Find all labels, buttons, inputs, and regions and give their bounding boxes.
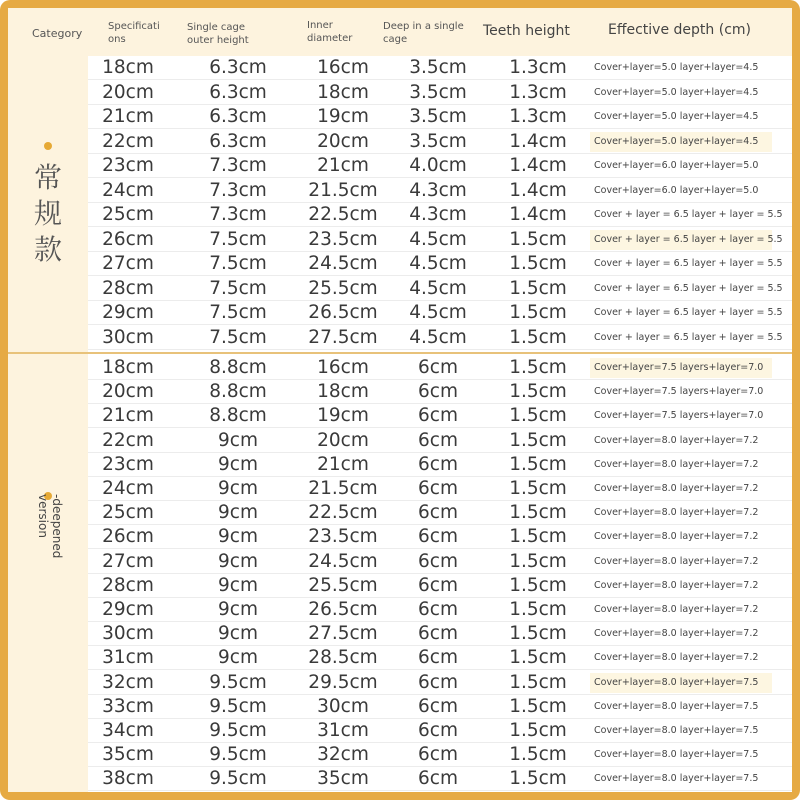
cell-effective-depth: Cover+layer=5.0 layer+layer=4.5: [594, 62, 759, 73]
cell-effective-depth: Cover+layer=8.0 layer+layer=7.5: [594, 725, 759, 736]
cell-spec: 30cm: [102, 623, 154, 645]
cell-teeth: 1.5cm: [509, 502, 567, 524]
table-row: [88, 228, 792, 252]
cell-spec: 23cm: [102, 155, 154, 176]
cell-spec: 30cm: [102, 326, 154, 348]
cell-teeth: 1.5cm: [509, 326, 567, 348]
cell-teeth: 1.3cm: [509, 57, 567, 78]
cell-deep: 6cm: [418, 478, 458, 499]
cell-effective-depth: Cover+layer=8.0 layer+layer=7.2: [594, 579, 759, 591]
cell-effective-depth: Cover+layer=6.0 layer+layer=5.0: [594, 160, 759, 171]
cell-outer: 7.3cm: [209, 204, 267, 225]
header-outer-height: Single cage outer height: [187, 22, 249, 46]
header-specifications: Specificati ons: [108, 21, 160, 45]
table-body: [8, 56, 792, 792]
cell-effective-depth: Cover+layer=8.0 layer+layer=7.2: [594, 434, 759, 446]
cell-deep: 6cm: [418, 550, 458, 572]
table-row: [88, 525, 792, 549]
cell-teeth: 1.5cm: [509, 228, 567, 250]
cell-deep: 6cm: [418, 502, 458, 524]
cell-outer: 7.5cm: [209, 253, 267, 274]
cell-outer: 9cm: [218, 623, 258, 645]
cell-effective-depth: Cover+layer=8.0 layer+layer=7.2: [594, 652, 759, 664]
cell-spec: 33cm: [102, 695, 154, 717]
cell-deep: 6cm: [418, 381, 458, 403]
cell-inner: 26.5cm: [308, 599, 378, 620]
cell-deep: 6cm: [418, 720, 458, 741]
cell-inner: 23.5cm: [308, 228, 378, 250]
cell-outer: 9cm: [218, 526, 258, 548]
cell-outer: 9cm: [218, 429, 258, 451]
table-row: [88, 56, 792, 80]
cell-inner: 16cm: [317, 57, 369, 78]
deepened-category-label: -deepened version: [36, 494, 64, 559]
table-row: [88, 252, 792, 276]
cell-outer: 9cm: [218, 478, 258, 499]
cell-inner: 21.5cm: [308, 478, 378, 499]
cell-outer: 9.5cm: [209, 744, 267, 766]
cell-spec: 25cm: [102, 204, 154, 225]
cell-teeth: 1.5cm: [509, 453, 567, 475]
cell-outer: 9cm: [218, 453, 258, 475]
cell-effective-depth: Cover+layer=5.0 layer+layer=4.5: [594, 86, 759, 98]
cell-deep: 6cm: [418, 357, 458, 378]
cell-effective-depth: Cover+layer=5.0 layer+layer=4.5: [590, 132, 772, 152]
cell-spec: 29cm: [102, 302, 154, 323]
cell-deep: 3.5cm: [409, 81, 467, 103]
cell-spec: 21cm: [102, 405, 154, 427]
cell-outer: 9.5cm: [209, 720, 267, 741]
cell-inner: 24.5cm: [308, 253, 378, 274]
cell-inner: 22.5cm: [308, 502, 378, 524]
cell-teeth: 1.5cm: [509, 277, 567, 299]
header-teeth-height: Teeth height: [483, 23, 570, 39]
cell-inner: 21cm: [317, 453, 369, 475]
cell-spec: 28cm: [102, 574, 154, 596]
cell-outer: 7.3cm: [209, 179, 267, 201]
cell-inner: 20cm: [317, 130, 369, 152]
cell-deep: 6cm: [418, 647, 458, 669]
cell-effective-depth: Cover + layer = 6.5 layer + layer = 5.5: [594, 209, 783, 220]
table-row: [88, 404, 792, 428]
cell-spec: 29cm: [102, 599, 154, 620]
table-row: [88, 356, 792, 380]
cell-deep: 3.5cm: [409, 130, 467, 152]
table-row: [88, 130, 792, 154]
cell-spec: 20cm: [102, 381, 154, 403]
cell-deep: 6cm: [418, 671, 458, 693]
cell-outer: 9.5cm: [209, 768, 267, 790]
cell-spec: 27cm: [102, 550, 154, 572]
table-row: [88, 380, 792, 404]
cell-effective-depth: Cover+layer=8.0 layer+layer=7.2: [594, 555, 759, 567]
table-header: [8, 8, 792, 56]
cell-spec: 28cm: [102, 277, 154, 299]
cell-teeth: 1.5cm: [509, 574, 567, 596]
cell-spec: 23cm: [102, 453, 154, 475]
cell-deep: 6cm: [418, 574, 458, 596]
cell-teeth: 1.5cm: [509, 302, 567, 323]
cell-spec: 24cm: [102, 478, 154, 499]
cell-effective-depth: Cover+layer=8.0 layer+layer=7.5: [594, 749, 759, 761]
cell-deep: 6cm: [418, 526, 458, 548]
cell-inner: 30cm: [317, 695, 369, 717]
table-row: [88, 743, 792, 767]
cell-spec: 35cm: [102, 744, 154, 766]
cell-effective-depth: Cover+layer=8.0 layer+layer=7.2: [594, 483, 759, 494]
cell-spec: 26cm: [102, 228, 154, 250]
cell-teeth: 1.5cm: [509, 599, 567, 620]
cell-effective-depth: Cover + layer = 6.5 layer + layer = 5.5: [594, 331, 783, 343]
cell-inner: 16cm: [317, 357, 369, 378]
cell-deep: 4.3cm: [409, 204, 467, 225]
cell-outer: 8.8cm: [209, 357, 267, 378]
cell-teeth: 1.4cm: [509, 179, 567, 201]
cell-effective-depth: Cover + layer = 6.5 layer + layer = 5.5: [594, 282, 783, 294]
cell-outer: 7.5cm: [209, 277, 267, 299]
cell-inner: 29.5cm: [308, 671, 378, 693]
cell-deep: 4.3cm: [409, 179, 467, 201]
cell-inner: 25.5cm: [308, 574, 378, 596]
cell-spec: 31cm: [102, 647, 154, 669]
cell-effective-depth: Cover+layer=5.0 layer+layer=4.5: [594, 111, 759, 122]
regular-category-label: 常 规 款: [34, 161, 63, 266]
cell-inner: 24.5cm: [308, 550, 378, 572]
cell-inner: 27.5cm: [308, 326, 378, 348]
cell-teeth: 1.5cm: [509, 695, 567, 717]
table-row: [88, 179, 792, 203]
cell-teeth: 1.5cm: [509, 381, 567, 403]
cell-inner: 32cm: [317, 744, 369, 766]
cell-deep: 4.5cm: [409, 302, 467, 323]
cell-teeth: 1.5cm: [509, 405, 567, 427]
cell-outer: 6.3cm: [209, 106, 267, 127]
cell-outer: 9.5cm: [209, 671, 267, 693]
group-separator: [8, 352, 792, 354]
cell-effective-depth: Cover+layer=8.0 layer+layer=7.5: [594, 700, 759, 712]
table-row: [88, 277, 792, 301]
cell-effective-depth: Cover+layer=8.0 layer+layer=7.2: [594, 458, 759, 470]
row-divider: [88, 349, 792, 350]
cell-teeth: 1.4cm: [509, 155, 567, 176]
cell-teeth: 1.4cm: [509, 204, 567, 225]
cell-teeth: 1.5cm: [509, 768, 567, 790]
cell-inner: 18cm: [317, 81, 369, 103]
cell-effective-depth: Cover+layer=8.0 layer+layer=7.2: [594, 531, 759, 543]
cell-teeth: 1.3cm: [509, 106, 567, 127]
cell-teeth: 1.5cm: [509, 550, 567, 572]
cell-deep: 4.5cm: [409, 228, 467, 250]
cell-inner: 26.5cm: [308, 302, 378, 323]
category-column-deepened: [8, 354, 88, 792]
table-row: [88, 646, 792, 670]
cell-outer: 6.3cm: [209, 130, 267, 152]
table-row: [88, 453, 792, 477]
table-row: [88, 105, 792, 129]
cell-spec: 18cm: [102, 357, 154, 378]
table-row: [88, 767, 792, 791]
table-row: [88, 477, 792, 501]
table-row: [88, 154, 792, 178]
cell-teeth: 1.5cm: [509, 671, 567, 693]
cell-deep: 6cm: [418, 453, 458, 475]
cell-effective-depth: Cover+layer=6.0 layer+layer=5.0: [594, 184, 759, 196]
cell-effective-depth: Cover+layer=8.0 layer+layer=7.5: [590, 673, 772, 693]
cell-deep: 6cm: [418, 623, 458, 645]
cell-deep: 3.5cm: [409, 57, 467, 78]
cell-effective-depth: Cover+layer=8.0 layer+layer=7.2: [594, 507, 759, 519]
cell-outer: 9cm: [218, 502, 258, 524]
cell-deep: 6cm: [418, 599, 458, 620]
cell-spec: 20cm: [102, 81, 154, 103]
cell-teeth: 1.5cm: [509, 478, 567, 499]
cell-spec: 22cm: [102, 429, 154, 451]
cell-effective-depth: Cover+layer=7.5 layers+layer=7.0: [594, 386, 764, 398]
cell-inner: 23.5cm: [308, 526, 378, 548]
cell-deep: 6cm: [418, 429, 458, 451]
cell-spec: 25cm: [102, 502, 154, 524]
cell-spec: 26cm: [102, 526, 154, 548]
cell-teeth: 1.5cm: [509, 623, 567, 645]
cell-outer: 6.3cm: [209, 81, 267, 103]
table-row: [88, 719, 792, 743]
cell-effective-depth: Cover + layer = 6.5 layer + layer = 5.5: [590, 230, 772, 250]
cell-inner: 35cm: [317, 768, 369, 790]
cell-teeth: 1.5cm: [509, 357, 567, 378]
cell-inner: 28.5cm: [308, 647, 378, 669]
table-row: [88, 574, 792, 598]
cell-teeth: 1.5cm: [509, 720, 567, 741]
cell-deep: 4.5cm: [409, 253, 467, 274]
cell-spec: 32cm: [102, 671, 154, 693]
cell-outer: 6.3cm: [209, 57, 267, 78]
cell-effective-depth: Cover + layer = 6.5 layer + layer = 5.5: [594, 307, 783, 318]
table-row: [88, 203, 792, 227]
cell-inner: 20cm: [317, 429, 369, 451]
cell-teeth: 1.5cm: [509, 253, 567, 274]
table-row: [88, 622, 792, 646]
cell-teeth: 1.5cm: [509, 526, 567, 548]
header-effective-depth: Effective depth (cm): [608, 22, 751, 38]
cell-outer: 8.8cm: [209, 405, 267, 427]
header-category: Category: [32, 27, 83, 40]
table-row: [88, 81, 792, 105]
cell-outer: 7.3cm: [209, 155, 267, 176]
table-row: [88, 695, 792, 719]
cell-outer: 8.8cm: [209, 381, 267, 403]
cell-teeth: 1.5cm: [509, 647, 567, 669]
cell-inner: 31cm: [317, 720, 369, 741]
cell-inner: 18cm: [317, 381, 369, 403]
row-divider: [88, 790, 792, 791]
cell-effective-depth: Cover+layer=7.5 layers+layer=7.0: [594, 410, 764, 422]
cell-deep: 6cm: [418, 744, 458, 766]
header-inner-diameter: Inner diameter: [307, 20, 353, 44]
cell-deep: 4.5cm: [409, 277, 467, 299]
cell-outer: 7.5cm: [209, 228, 267, 250]
table-row: [88, 326, 792, 350]
cell-inner: 19cm: [317, 405, 369, 427]
table-row: [88, 429, 792, 453]
cell-inner: 22.5cm: [308, 204, 378, 225]
cell-spec: 27cm: [102, 253, 154, 274]
cell-outer: 7.5cm: [209, 302, 267, 323]
cell-spec: 22cm: [102, 130, 154, 152]
cell-spec: 34cm: [102, 720, 154, 741]
cell-outer: 9cm: [218, 647, 258, 669]
cell-spec: 18cm: [102, 57, 154, 78]
cell-outer: 7.5cm: [209, 326, 267, 348]
regular-dot-icon: [44, 142, 52, 150]
cell-effective-depth: Cover + layer = 6.5 layer + layer = 5.5: [594, 258, 783, 269]
cell-spec: 24cm: [102, 179, 154, 201]
cell-teeth: 1.4cm: [509, 130, 567, 152]
cell-inner: 21.5cm: [308, 179, 378, 201]
cell-teeth: 1.5cm: [509, 744, 567, 766]
cell-inner: 25.5cm: [308, 277, 378, 299]
cell-effective-depth: Cover+layer=8.0 layer+layer=7.2: [594, 628, 759, 640]
cell-teeth: 1.5cm: [509, 429, 567, 451]
cell-inner: 27.5cm: [308, 623, 378, 645]
cell-inner: 19cm: [317, 106, 369, 127]
table-row: [88, 501, 792, 525]
cell-outer: 9cm: [218, 574, 258, 596]
table-row: [88, 598, 792, 622]
cell-deep: 6cm: [418, 695, 458, 717]
cell-outer: 9cm: [218, 550, 258, 572]
cell-teeth: 1.3cm: [509, 81, 567, 103]
cell-deep: 6cm: [418, 405, 458, 427]
cell-outer: 9.5cm: [209, 695, 267, 717]
cell-effective-depth: Cover+layer=8.0 layer+layer=7.5: [594, 773, 759, 785]
table-row: [88, 550, 792, 574]
cell-deep: 4.5cm: [409, 326, 467, 348]
cell-effective-depth: Cover+layer=7.5 layers+layer=7.0: [590, 358, 772, 378]
cell-spec: 38cm: [102, 768, 154, 790]
header-deep-single: Deep in a single cage: [383, 21, 464, 45]
cell-deep: 6cm: [418, 768, 458, 790]
table-row: [88, 671, 792, 695]
cell-spec: 21cm: [102, 106, 154, 127]
table-row: [88, 301, 792, 325]
cell-effective-depth: Cover+layer=8.0 layer+layer=7.2: [594, 604, 759, 615]
cell-deep: 3.5cm: [409, 106, 467, 127]
cell-outer: 9cm: [218, 599, 258, 620]
cell-deep: 4.0cm: [409, 155, 467, 176]
cell-inner: 21cm: [317, 155, 369, 176]
